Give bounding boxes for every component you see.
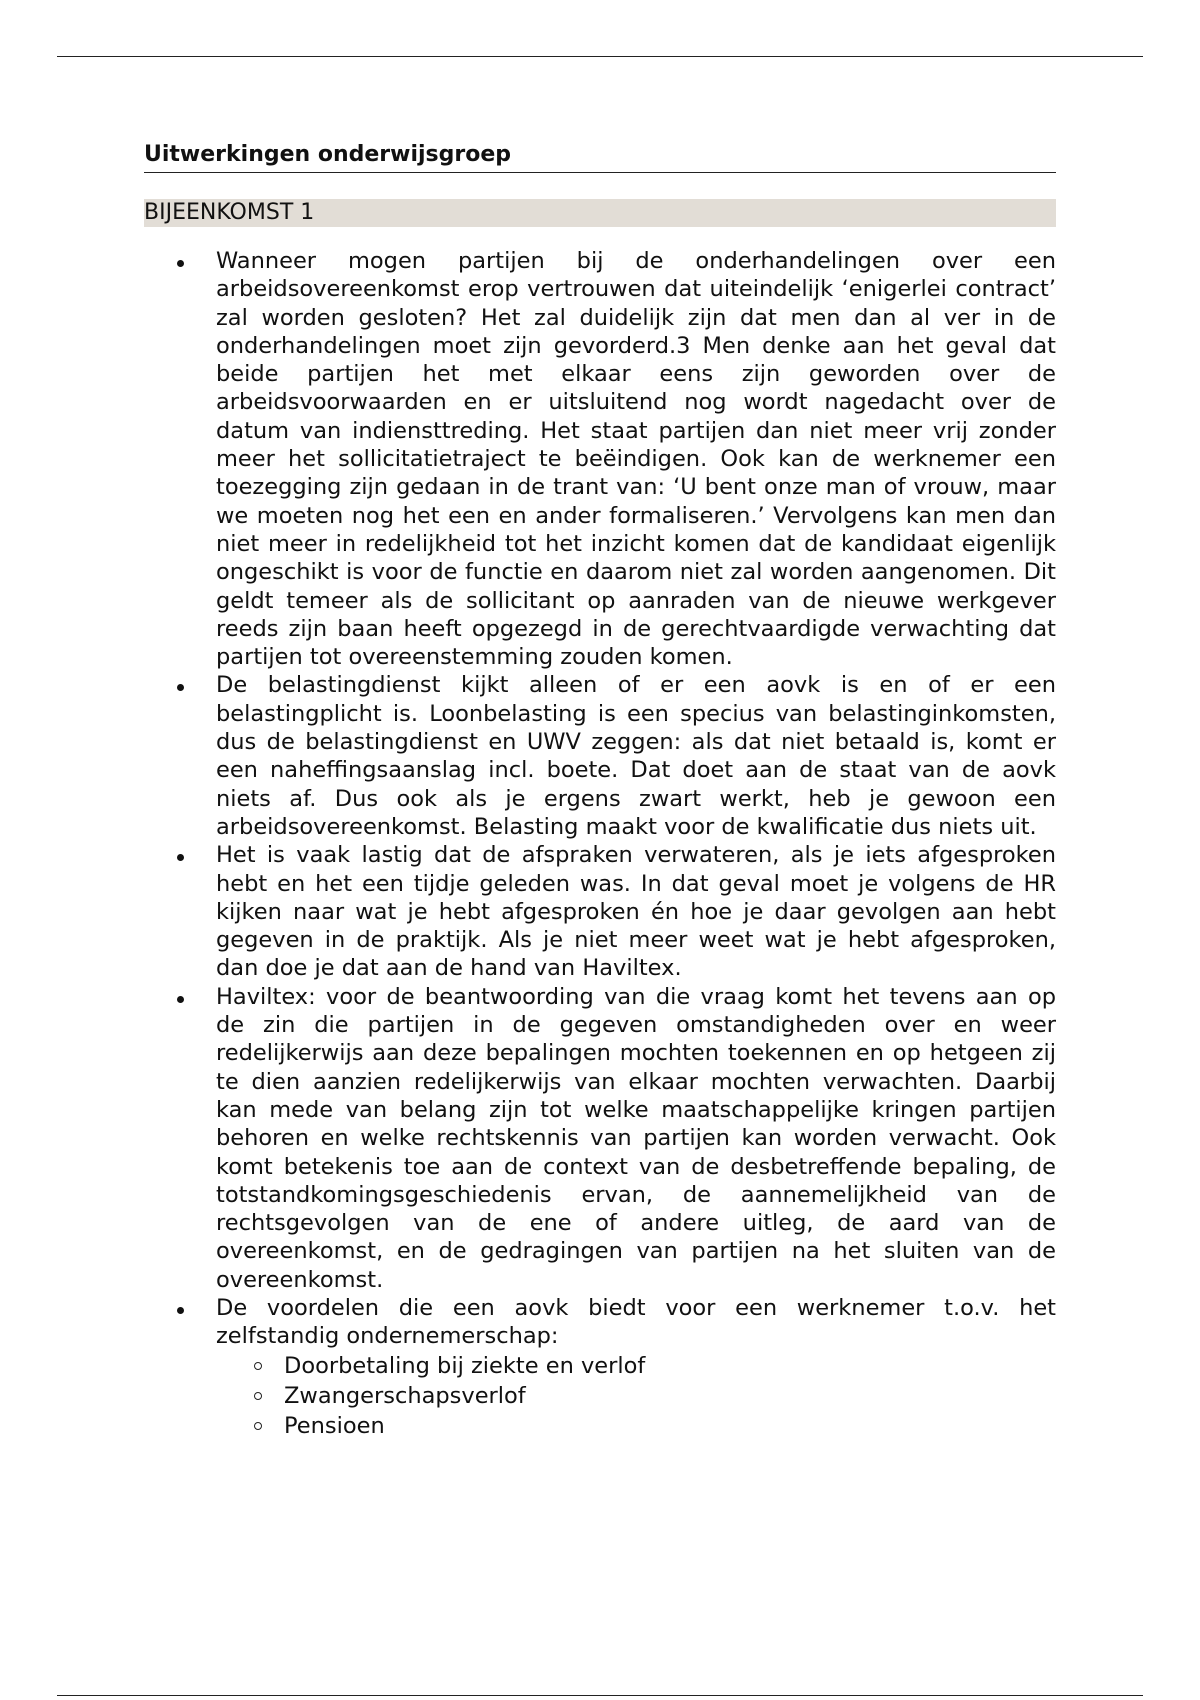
section-heading: BIJEENKOMST 1 [144,199,1056,227]
sub-bullet-item-3 [216,1411,1056,1441]
bullet-text: Het is vaak lastig dat de afspraken verwateren, als je iets afgesproken hebt en het een tijdje geleden was. In dat geval moet je volgens de HR kijken naar wat je hebt afgesproken én hoe je daar gevolgen aan hebt gegeven in de praktijk. Als je niet meer weet wat je hebt afgesproken, dan doe je dat aan de hand van Haviltex. [216,842,1056,982]
page-footer-rule [57,1695,1143,1696]
bullet-text: De belastingdienst kijkt alleen of er een aovk is en of er een belastingplicht is. Loonbelasting is een specius van belastinginkomsten, dus de belastingdienst en UWV zeggen: als dat niet betaald is, komt er een naheffingsaanslag incl. boete. Dat doet aan de staat van de aovk niets af. Dus ook als je ergens zwart werkt, heb je gewoon een arbeidsovereenkomst. Belasting maakt voor de kwalificatie dus niets uit. [216,672,1056,840]
sub-bullet-text: Zwangerschapsverlof [284,1382,526,1409]
sub-bullet-item-2 [216,1381,1056,1411]
bullet-icon [177,1307,184,1314]
circle-bullet-icon [254,1422,262,1430]
bullet-icon [177,260,184,267]
bullet-item-4 [144,983,1056,1294]
bullet-icon [177,684,184,691]
bullet-text: De voordelen die een aovk biedt voor een werknemer t.o.v. het zelfstandig ondernemerschap: [216,1294,1056,1350]
bullet-icon [177,854,184,861]
bullet-list [144,247,1056,1441]
bullet-icon [177,996,184,1003]
sub-bullet-list [216,1351,1056,1441]
bullet-item-5 [144,1294,1056,1441]
sub-bullet-item-1 [216,1351,1056,1381]
bullet-item-3 [144,841,1056,982]
bullet-item-2 [144,671,1056,841]
bullet-item-1 [144,247,1056,671]
page-header-rule [57,56,1143,57]
circle-bullet-icon [254,1392,262,1400]
sub-bullet-text: Doorbetaling bij ziekte en verlof [284,1352,646,1379]
document-title: Uitwerkingen onderwijsgroep [144,140,1056,173]
bullet-text: Haviltex: voor de beantwoording van die vraag komt het tevens aan op de zin die partijen in de gegeven omstandigheden over en weer redelijkerwijs aan deze bepalingen mochten toekennen en op hetgeen zij te dien aanzien redelijkerwijs van elkaar mochten verwachten. Daarbij kan mede van belang zijn tot welke maatschappelijke kringen partijen behoren en welke rechtskennis van partijen kan worden verwacht. Ook komt betekenis toe aan de context van de desbetreffende bepaling, de totstandkomingsgeschiedenis ervan, de aannemelijkheid van de rechtsgevolgen van de ene of andere uitleg, de aard van de overeenkomst, en de gedragingen van partijen na het sluiten van de overeenkomst. [216,983,1056,1293]
bullet-text: Wanneer mogen partijen bij de onderhandelingen over een arbeidsovereenkomst erop vertrouwen dat uiteindelijk ‘enigerlei contract’ zal worden gesloten? Het zal duidelijk zijn dat men dan al ver in de onderhandelingen moet zijn gevorderd.3 Men denke aan het geval dat beide partijen het met elkaar eens zijn geworden over de arbeidsvoorwaarden en er uitsluitend nog wordt nagedacht over de datum van indiensttreding. Het staat partijen dan niet meer vrij zonder meer het sollicitatietraject te beëindigen. Ook kan de werknemer een toezegging zijn gedaan in de trant van: ‘U bent onze man of vrouw, maar we moeten nog het een en ander formaliseren.’ Vervolgens kan men dan niet meer in redelijkheid tot het inzicht komen dat de kandidaat eigenlijk ongeschikt is voor de functie en daarom niet zal worden aangenomen. Dit geldt temeer als de sollicitant op aanraden van de nieuwe werkgever reeds zijn baan heeft opgezegd in de gerechtvaardigde verwachting dat partijen tot overeenstemming zouden komen. [216,248,1056,671]
circle-bullet-icon [254,1362,262,1370]
document-body [144,140,1056,1441]
sub-bullet-text: Pensioen [284,1412,385,1439]
